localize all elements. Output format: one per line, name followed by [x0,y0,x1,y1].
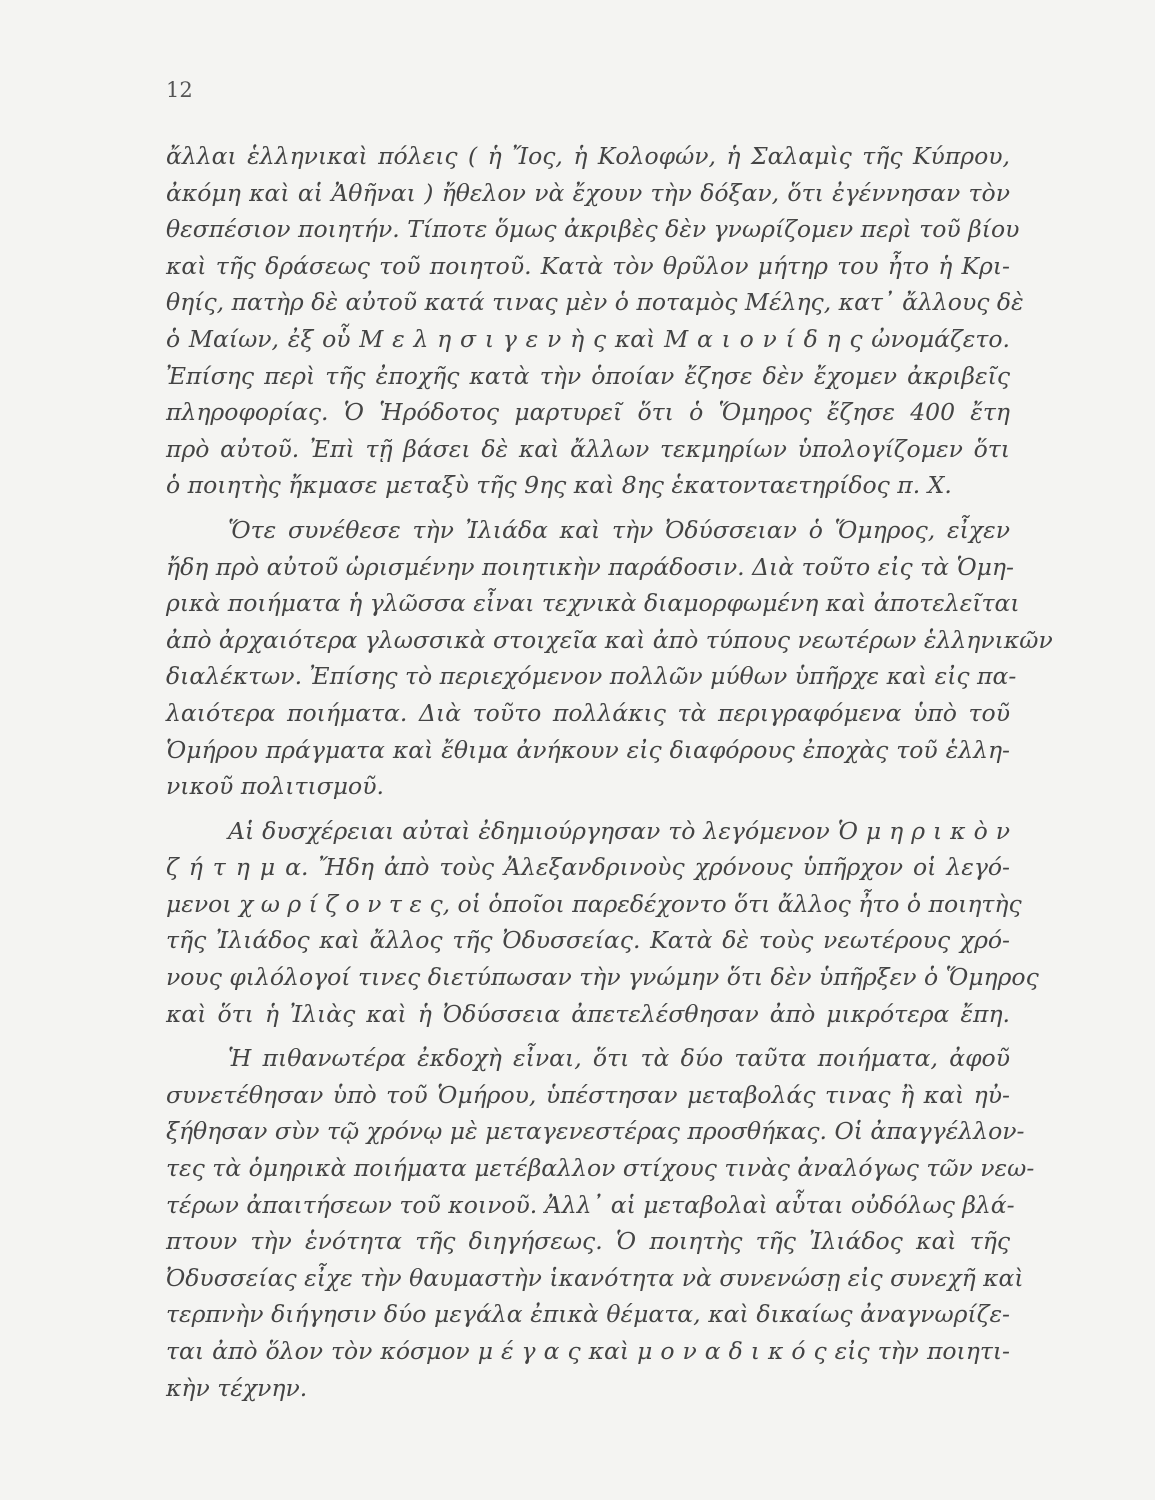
text-line: ὁ ποιητὴς ἤκμασε μεταξὺ τῆς 9ης καὶ 8ης ἑκατονταετηρίδος π. Χ. [166,471,952,500]
body-text [166,138,1053,1406]
paragraph-2 [166,512,1053,805]
text-line: τες τὰ ὁμηρικὰ ποιήματα μετέβαλλον στίχους τινὰς ἀναλόγως τῶν νεω- [166,1154,1035,1183]
text-line: νικοῦ πολιτισμοῦ. [166,772,384,801]
text-line: κὴν τέχνην. [166,1373,308,1402]
text-line: Ἡ πιθανωτέρα ἐκδοχὴ εἶναι, ὅτι τὰ δύο ταῦτα ποιήματα, ἀφοῦ [228,1044,1010,1073]
text-line: μενοι χ ω ρ ί ζ ο ν τ ε ς, οἱ ὁποῖοι παρεδέχοντο ὅτι ἄλλος ἦτο ὁ ποιητὴς [166,889,1022,918]
text-line: τερπνὴν διήγησιν δύο μεγάλα ἐπικὰ θέματα, καὶ δικαίως ἀναγνωρίζε- [166,1300,1010,1329]
text-line: ἄλλαι ἑλληνικαὶ πόλεις ( ἡ Ἴος, ἡ Κολοφών, ἡ Σαλαμὶς τῆς Κύπρου, [166,142,1010,170]
text-line: Ὁμήρου πράγματα καὶ ἔθιμα ἀνήκουν εἰς διαφόρους ἐποχὰς τοῦ ἑλλη- [166,735,1010,764]
text-line: Ἐπίσης περὶ τῆς ἐποχῆς κατὰ τὴν ὁποίαν ἔζησε δὲν ἔχομεν ἀκριβεῖς [166,361,1010,390]
text-line: θεσπέσιον ποιητήν. Τίποτε ὅμως ἀκριβὲς δὲν γνωρίζομεν περὶ τοῦ βίου [166,215,1020,244]
text-line: θηίς, πατὴρ δὲ αὐτοῦ κατά τινας μὲν ὁ ποταμὸς Μέλης, κατ᾽ ἄλλους δὲ [166,288,1024,317]
text-line: ὁ Μαίων, ἐξ οὗ Μ ε λ η σ ι γ ε ν ὴ ς καὶ Μ α ι ο ν ί δ η ς ὠνομάζετο. [166,324,1010,353]
text-line: πτουν τὴν ἑνότητα τῆς διηγήσεως. Ὁ ποιητὴς τῆς Ἰλιάδος καὶ τῆς [166,1227,1010,1256]
text-line: λαιότερα ποιήματα. Διὰ τοῦτο πολλάκις τὰ περιγραφόμενα ὑπὸ τοῦ [166,698,1010,727]
paragraph-3 [166,813,1039,1033]
text-line: ἤδη πρὸ αὐτοῦ ὡρισμένην ποιητικὴν παράδοσιν. Διὰ τοῦτο εἰς τὰ Ὁμη- [166,552,1014,581]
page-number: 12 [166,78,193,102]
text-line: ἀκόμη καὶ αἱ Ἀθῆναι ) ἤθελον νὰ ἔχουν τὴν δόξαν, ὅτι ἐγέννησαν τὸν [166,178,1010,207]
text-line: Ὅτε συνέθεσε τὴν Ἰλιάδα καὶ τὴν Ὀδύσσειαν ὁ Ὅμηρος, εἶχεν [228,515,1010,544]
text-line: πρὸ αὐτοῦ. Ἐπὶ τῇ βάσει δὲ καὶ ἄλλων τεκμηρίων ὑπολογίζομεν ὅτι [166,434,1010,463]
paragraph-1 [166,138,1024,504]
text-line: ρικὰ ποιήματα ἡ γλῶσσα εἶναι τεχνικὰ διαμορφωμένη καὶ ἀποτελεῖται [166,589,1020,618]
text-line: συνετέθησαν ὑπὸ τοῦ Ὁμήρου, ὑπέστησαν μεταβολάς τινας ἢ καὶ ηὐ- [166,1080,1010,1109]
text-line: διαλέκτων. Ἐπίσης τὸ περιεχόμενον πολλῶν μύθων ὑπῆρχε καὶ εἰς πα- [166,662,1017,691]
text-line: τῆς Ἰλιάδος καὶ ἄλλος τῆς Ὀδυσσείας. Κατὰ δὲ τοὺς νεωτέρους χρό- [166,926,1010,955]
text-line: Ὀδυσσείας εἶχε τὴν θαυμαστὴν ἱκανότητα νὰ συνενώσῃ εἰς συνεχῆ καὶ [166,1263,1024,1292]
text-line: ξήθησαν σὺν τῷ χρόνῳ μὲ μεταγενεστέρας προσθήκας. Οἱ ἀπαγγέλλον- [166,1117,1025,1146]
text-line: ται ἀπὸ ὅλον τὸν κόσμον μ έ γ α ς καὶ μ ο ν α δ ι κ ό ς εἰς τὴν ποιητι- [166,1337,1010,1365]
paragraph-4 [166,1040,1035,1406]
text-line: πληροφορίας. Ὁ Ἡρόδοτος μαρτυρεῖ ὅτι ὁ Ὅμηρος ἔζησε 400 ἔτη [166,398,1010,427]
text-line: καὶ ὅτι ἡ Ἰλιὰς καὶ ἡ Ὀδύσσεια ἀπετελέσθησαν ἀπὸ μικρότερα ἔπη. [166,999,1010,1028]
text-line: ζ ή τ η μ α. Ἤδη ἀπὸ τοὺς Ἀλεξανδρινοὺς χρόνους ὑπῆρχον οἱ λεγό- [166,853,1010,882]
text-line: νους φιλόλογοί τινες διετύπωσαν τὴν γνώμην ὅτι δὲν ὑπῆρξεν ὁ Ὅμηρος [166,963,1039,992]
text-line: καὶ τῆς δράσεως τοῦ ποιητοῦ. Κατὰ τὸν θρῦλον μήτηρ του ἦτο ἡ Κρι- [166,251,1010,280]
text-line: Αἱ δυσχέρειαι αὐταὶ ἐδημιούργησαν τὸ λεγόμενον Ὁ μ η ρ ι κ ὸ ν [228,816,1010,845]
text-line: ἀπὸ ἀρχαιότερα γλωσσικὰ στοιχεῖα καὶ ἀπὸ τύπους νεωτέρων ἑλληνικῶν [166,625,1053,654]
text-line: τέρων ἀπαιτήσεων τοῦ κοινοῦ. Ἀλλ᾽ αἱ μεταβολαὶ αὗται οὐδόλως βλά- [166,1190,1015,1219]
